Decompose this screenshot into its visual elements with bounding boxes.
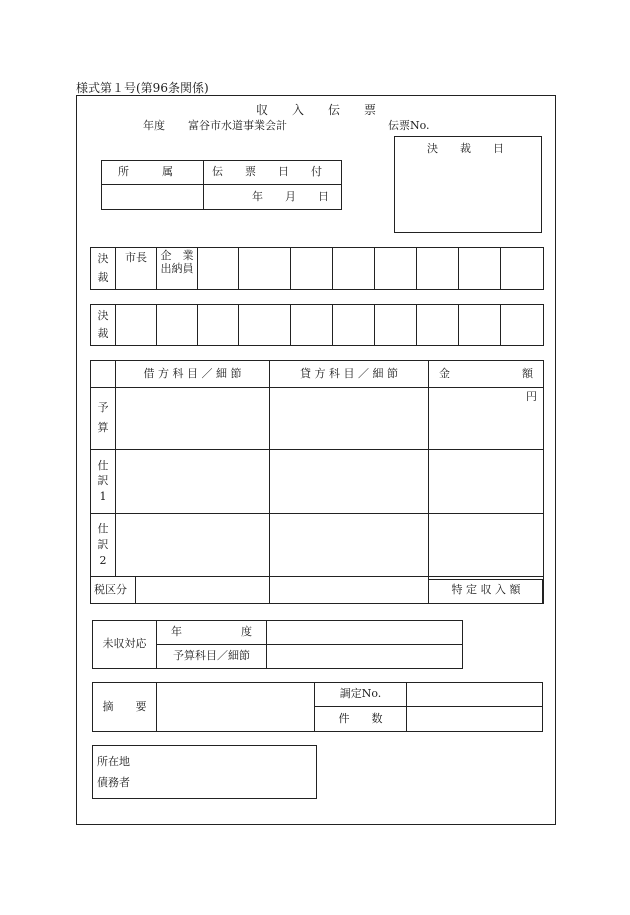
slip-date-field[interactable]: 年 月 日: [204, 185, 342, 210]
count-field[interactable]: [407, 707, 543, 732]
approval-table-2: [90, 304, 544, 346]
budget-debit-field[interactable]: [116, 387, 270, 449]
debtor-label: 債務者: [97, 776, 130, 789]
journal-table: [90, 360, 544, 604]
uncollected-budget-label: 予算科目／細節: [157, 645, 267, 669]
slip-no-label: 伝票No.: [388, 119, 430, 132]
year-label: 年度: [143, 119, 165, 132]
treasurer-stamp-cell[interactable]: [157, 248, 198, 290]
uncollected-label: 未収対応: [93, 621, 157, 669]
stamp-cell[interactable]: [291, 248, 333, 290]
stamp-cell[interactable]: [459, 248, 501, 290]
slip-date-label: 伝 票 日 付: [204, 161, 342, 185]
count-label: 件 数: [315, 707, 407, 732]
approval-table-1: [90, 247, 544, 290]
tax-credit-field[interactable]: [270, 577, 429, 604]
stamp-cell[interactable]: [375, 248, 417, 290]
stamp-cell[interactable]: [239, 305, 291, 346]
stamp-cell[interactable]: [333, 248, 375, 290]
adjust-no-label: 調定No.: [315, 683, 407, 707]
special-revenue-label: 特 定 収 入 額: [429, 577, 544, 604]
form-id: 様式第１号(第96条関係): [76, 81, 209, 95]
special-revenue-field[interactable]: [428, 579, 543, 604]
stamp-cell[interactable]: [157, 305, 198, 346]
summary-label: 摘 要: [93, 683, 157, 732]
stamp-cell[interactable]: [501, 248, 544, 290]
stamp-cell[interactable]: [417, 305, 459, 346]
tax-field[interactable]: [136, 577, 270, 604]
stamp-cell[interactable]: [417, 248, 459, 290]
uncollected-year-label: 年 度: [157, 621, 267, 645]
entry2-amount-field[interactable]: [429, 513, 544, 577]
debtor-box[interactable]: [92, 745, 317, 799]
amount-header: 金 額: [429, 361, 544, 388]
adjust-no-field[interactable]: [407, 683, 543, 707]
stamp-cell[interactable]: [291, 305, 333, 346]
stamp-cell[interactable]: [459, 305, 501, 346]
mayor-stamp-cell[interactable]: [116, 248, 157, 290]
budget-credit-field[interactable]: [270, 387, 429, 449]
approval-date-label: 決 裁 日: [427, 142, 504, 155]
entry2-debit-field[interactable]: [116, 513, 270, 577]
summary-field[interactable]: [157, 683, 315, 732]
address-label: 所在地: [97, 755, 130, 768]
budget-label: 予 算: [91, 387, 116, 449]
treasurer-label-1: 企 業: [160, 249, 194, 262]
yen-unit: 円: [526, 389, 538, 403]
entry2-credit-field[interactable]: [270, 513, 429, 577]
stamp-cell[interactable]: [375, 305, 417, 346]
tax-label: 税区分: [91, 577, 136, 604]
entry1-amount-field[interactable]: [429, 450, 544, 514]
account-name: 富谷市水道事業会計: [188, 119, 287, 132]
stamp-cell[interactable]: [333, 305, 375, 346]
approval-side-label: 決 裁: [91, 248, 116, 290]
mayor-label: 市長: [125, 251, 147, 264]
entry1-debit-field[interactable]: [116, 450, 270, 514]
stamp-cell[interactable]: [239, 248, 291, 290]
dept-date-table: [101, 160, 342, 210]
budget-amount-field[interactable]: [429, 387, 544, 449]
dept-field[interactable]: [102, 185, 204, 210]
uncollected-table: [92, 620, 463, 669]
stamp-cell[interactable]: [198, 248, 239, 290]
stamp-cell[interactable]: [501, 305, 544, 346]
credit-header: 貸 方 科 目 ／ 細 節: [270, 361, 429, 388]
slip-title: 収 入 伝 票: [256, 103, 377, 117]
uncollected-year-field[interactable]: [267, 621, 463, 645]
treasurer-label-2: 出納員: [160, 261, 194, 275]
entry1-label: 仕 訳 1: [91, 450, 116, 514]
approval-side-label: 決 裁: [91, 305, 116, 346]
entry1-credit-field[interactable]: [270, 450, 429, 514]
uncollected-budget-field[interactable]: [267, 645, 463, 669]
summary-table: [92, 682, 543, 732]
entry2-label: 仕 訳 2: [91, 513, 116, 577]
dept-label: 所 属: [102, 161, 204, 185]
stamp-cell[interactable]: [116, 305, 157, 346]
stamp-cell[interactable]: [198, 305, 239, 346]
journal-corner-cell: [91, 361, 116, 388]
approval-date-box[interactable]: [394, 136, 542, 233]
debit-header: 借 方 科 目 ／ 細 節: [116, 361, 270, 388]
